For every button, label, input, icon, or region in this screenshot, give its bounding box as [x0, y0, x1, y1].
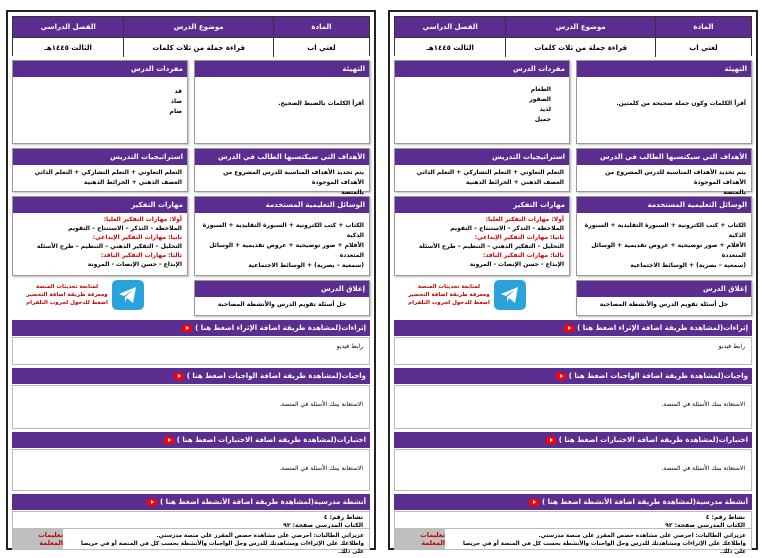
- resources-text: الكتاب + كتب الكترونية + السبورة التقليدية + السبورة الذكية: [584, 222, 746, 239]
- youtube-icon[interactable]: [529, 499, 539, 506]
- homework-body: الاستعانة ببنك الأسئلة في المنصة.: [394, 385, 752, 429]
- subject-label: المادة: [655, 17, 751, 37]
- topic-value: قراءة جملة من ثلاث كلمات: [123, 38, 273, 57]
- teacher-notes: [394, 528, 752, 555]
- activity-page: الكتاب المدرسي صفحة: ٩٢: [283, 522, 363, 529]
- vocab-item: لذيذ: [539, 106, 551, 113]
- youtube-icon[interactable]: [564, 325, 574, 332]
- goals-section: [576, 148, 752, 196]
- enrichment-body: رابط فيديو: [12, 337, 370, 365]
- youtube-icon[interactable]: [182, 325, 192, 332]
- enrichment-title: إثراءات: [341, 324, 366, 332]
- enrichment-body: رابط فيديو: [394, 337, 752, 365]
- activities-bar[interactable]: [12, 494, 370, 510]
- goals-text: بالمنصة: [723, 189, 746, 196]
- intro-text: أقرأ الكلمات وكون جملة صحيحة من كلمتين.: [616, 100, 746, 107]
- strategies-section: [394, 148, 570, 192]
- enrichment-link[interactable]: (لمشاهدة طريقة اضافة الإثراء اضغط هنا ): [195, 324, 342, 332]
- telegram-promo[interactable]: [404, 280, 526, 310]
- enrichment-bar[interactable]: [12, 320, 370, 336]
- resources-section: [194, 196, 370, 276]
- subject-value: لغتي اب: [655, 38, 751, 57]
- activities-bar[interactable]: [394, 494, 752, 510]
- vocab-section: [394, 60, 570, 144]
- activities-body: [12, 511, 370, 529]
- resources-section: [576, 196, 752, 276]
- strategies-title: استراتيجيات التدريس: [13, 149, 187, 165]
- resources-text: الأقلام + صور توضيحية + عروض تقديمية + الوسائل المتعددة: [591, 242, 746, 259]
- activities-title: أنشطة مدرسية: [695, 498, 748, 506]
- notes-label: تعليمات المعلمة: [395, 529, 445, 549]
- goals-text: يتم تحديد الأهداف المناسبة للدرس المشروع من الأهداف الموجودة: [223, 169, 364, 186]
- telegram-text: ومعرفة طريقة اضافة التحضير: [26, 292, 108, 298]
- telegram-icon[interactable]: [494, 280, 526, 310]
- teacher-notes: [12, 528, 370, 555]
- strategies-section: [12, 148, 188, 192]
- activity-number: نشاط رقم: ٤: [705, 514, 745, 521]
- goals-title: الأهداف التي سيكتسبها الطالب في الدرس: [195, 149, 369, 165]
- thinking-section: [12, 196, 188, 276]
- topic-label: موضوع الدرس: [505, 17, 655, 37]
- homework-title: واجبات: [723, 372, 748, 380]
- thinking-line: الإبداع - حسن الإنصات - المرونة: [87, 261, 182, 268]
- tests-title: اختبارات: [718, 436, 748, 444]
- thinking-line: الإبداع - حسن الإنصات - المرونة: [469, 261, 564, 268]
- vocab-item: جميل: [534, 116, 551, 123]
- strategies-text: التعلم التعاوني + التعلم التشاركي + التعلم الذاتي: [34, 169, 182, 176]
- notes-line: عزيزاتي الطالبات: احرصي على مشاهدة حصص المقرر على منصة مدرستي.: [156, 533, 364, 539]
- homework-bar[interactable]: [12, 368, 370, 384]
- telegram-text: اضغط للدخول لجروب التلقرام: [26, 300, 108, 306]
- tests-body: الاستعانة ببنك الأسئلة في المنصة.: [394, 449, 752, 491]
- closing-title: إغلاق الدرس: [195, 281, 369, 297]
- telegram-promo[interactable]: [22, 280, 144, 310]
- intro-title: التهيئة: [577, 61, 751, 77]
- lesson-header-table: [12, 16, 370, 56]
- homework-link[interactable]: (لمشاهدة طريقة اضافة الواجبات اضغط هنا ): [568, 372, 724, 380]
- resources-title: الوسائل التعليمية المستخدمة: [195, 197, 369, 213]
- telegram-text: لمتابعة تحديثات المنصة: [417, 284, 481, 290]
- homework-body: الاستعانة ببنك الأسئلة في المنصة.: [12, 385, 370, 429]
- notes-line: عزيزاتي الطالبات: احرصي على مشاهدة حصص المقرر على منصة مدرستي.: [538, 533, 746, 539]
- lesson-plan-page-right: [388, 10, 758, 555]
- strategies-text: التعلم التعاوني + التعلم التشاركي + التعلم الذاتي: [416, 169, 564, 176]
- enrichment-link[interactable]: (لمشاهدة طريقة اضافة الإثراء اضغط هنا ): [577, 324, 724, 332]
- resources-text: (سمعية – بصرية) + الوسائط الاجتماعية: [248, 262, 364, 269]
- goals-section: [194, 148, 370, 196]
- youtube-icon[interactable]: [546, 437, 556, 444]
- thinking-heading: ثالثا: مهارات التفكير الناقد:: [482, 252, 564, 259]
- tests-bar[interactable]: [12, 432, 370, 448]
- resources-title: الوسائل التعليمية المستخدمة: [577, 197, 751, 213]
- topic-label: موضوع الدرس: [123, 17, 273, 37]
- closing-title: إغلاق الدرس: [577, 281, 751, 297]
- youtube-icon[interactable]: [556, 373, 566, 380]
- tests-link[interactable]: (لمشاهدة طريقة اضافة الاختبارات اضغط هنا ): [176, 436, 337, 444]
- topic-value: قراءة جملة من ثلاث كلمات: [505, 38, 655, 57]
- tests-bar[interactable]: [394, 432, 752, 448]
- resources-text: الكتاب + كتب الكترونية + السبورة التقليدية + السبورة الذكية: [202, 222, 364, 239]
- goals-title: الأهداف التي سيكتسبها الطالب في الدرس: [577, 149, 751, 165]
- telegram-text: اضغط للدخول لجروب التلقرام: [408, 300, 490, 306]
- intro-text: أقرأ الكلمات بالضبط الصحيح.: [278, 100, 364, 107]
- thinking-line: التحليل – التفكير الذهني – التنظيم – طرح الأسئلة: [418, 243, 564, 250]
- activity-page: الكتاب المدرسي صفحة: ٩٢: [665, 522, 745, 529]
- enrichment-bar[interactable]: [394, 320, 752, 336]
- thinking-heading: ثالثا: مهارات التفكير الناقد:: [100, 252, 182, 259]
- subject-value: لغتي اب: [273, 38, 369, 57]
- telegram-icon[interactable]: [112, 280, 144, 310]
- term-label: الفصل الدراسي: [395, 17, 505, 37]
- resources-text: الأقلام + صور توضيحية + عروض تقديمية + الوسائل المتعددة: [209, 242, 364, 259]
- closing-section: [194, 280, 370, 316]
- thinking-heading: أولا: مهارات التفكير العليا:: [485, 216, 564, 223]
- tests-body: الاستعانة ببنك الأسئلة في المنصة.: [12, 449, 370, 491]
- youtube-icon[interactable]: [174, 373, 184, 380]
- intro-title: التهيئة: [195, 61, 369, 77]
- lesson-plan-page-left: [6, 10, 376, 555]
- goals-text: بالمنصة: [341, 189, 364, 196]
- thinking-heading: ثانيا: مهارات التفكير الإبداعي:: [474, 234, 564, 241]
- thinking-heading: ثانيا: مهارات التفكير الإبداعي:: [92, 234, 182, 241]
- thinking-line: الملاحظة – التذكر – الاستنتاج – التقويم: [450, 225, 564, 232]
- activity-number: نشاط رقم: ٤: [323, 514, 363, 521]
- homework-link[interactable]: (لمشاهدة طريقة اضافة الواجبات اضغط هنا ): [186, 372, 342, 380]
- vocab-item: صام: [169, 108, 182, 115]
- thinking-title: مهارات التفكير: [13, 197, 187, 213]
- lesson-header-table: [394, 16, 752, 56]
- goals-text: يتم تحديد الأهداف المناسبة للدرس المشروع من الأهداف الموجودة: [605, 169, 746, 186]
- thinking-title: مهارات التفكير: [395, 197, 569, 213]
- strategies-text: العصف الذهني + الخرائط الذهنية: [465, 179, 564, 186]
- term-value: الثالث ١٤٤٥هـ: [395, 38, 505, 57]
- tests-link[interactable]: (لمشاهدة طريقة اضافة الاختبارات اضغط هنا ): [558, 436, 719, 444]
- telegram-text: ومعرفة طريقة اضافة التحضير: [408, 292, 490, 298]
- strategies-title: استراتيجيات التدريس: [395, 149, 569, 165]
- activities-body: [394, 511, 752, 529]
- vocab-item: قد: [174, 88, 182, 95]
- intro-section: [576, 60, 752, 144]
- strategies-text: العصف الذهني + الخرائط الذهنية: [83, 179, 182, 186]
- vocab-title: مفردات الدرس: [13, 61, 187, 77]
- intro-section: [194, 60, 370, 144]
- notes-label: تعليمات المعلمة: [13, 529, 63, 549]
- notes-line: واطلاعك على الإثراءات ومشاهدتك للدرس وحل الواجبات والأنشطة بحسب كل في المنصة أو في حريصا على ذلك.: [80, 541, 364, 555]
- youtube-icon[interactable]: [164, 437, 174, 444]
- vocab-section: [12, 60, 188, 144]
- activities-link[interactable]: (لمشاهدة طريقة اضافة الأنشطة اضغط هنا ): [541, 498, 696, 506]
- telegram-text: لمتابعة تحديثات المنصة: [35, 284, 99, 290]
- activities-title: أنشطة مدرسية: [313, 498, 366, 506]
- vocab-item: الصقور: [529, 96, 551, 103]
- tests-title: اختبارات: [336, 436, 366, 444]
- vocab-item: الطعام: [530, 86, 551, 93]
- thinking-section: [394, 196, 570, 276]
- term-label: الفصل الدراسي: [13, 17, 123, 37]
- vocab-item: صاد: [170, 98, 182, 105]
- notes-line: واطلاعك على الإثراءات ومشاهدتك للدرس وحل الواجبات والأنشطة بحسب كل في المنصة أو في حريصا على ذلك.: [462, 541, 746, 555]
- vocab-title: مفردات الدرس: [395, 61, 569, 77]
- homework-bar[interactable]: [394, 368, 752, 384]
- thinking-heading: أولا: مهارات التفكير العليا:: [103, 216, 182, 223]
- homework-title: واجبات: [341, 372, 366, 380]
- closing-text: حل أسئلة تقويم الدرس والأنشطة المصاحبة: [217, 301, 347, 308]
- thinking-line: التحليل – التفكير الذهني – التنظيم – طرح الأسئلة: [36, 243, 182, 250]
- closing-text: حل أسئلة تقويم الدرس والأنشطة المصاحبة: [599, 301, 729, 308]
- activities-link[interactable]: (لمشاهدة طريقة اضافة الأنشطة اضغط هنا ): [159, 498, 314, 506]
- resources-text: (سمعية – بصرية) + الوسائط الاجتماعية: [630, 262, 746, 269]
- term-value: الثالث ١٤٤٥هـ: [13, 38, 123, 57]
- subject-label: المادة: [273, 17, 369, 37]
- enrichment-title: إثراءات: [723, 324, 748, 332]
- closing-section: [576, 280, 752, 316]
- youtube-icon[interactable]: [147, 499, 157, 506]
- thinking-line: الملاحظة – التذكر – الاستنتاج – التقويم: [68, 225, 182, 232]
